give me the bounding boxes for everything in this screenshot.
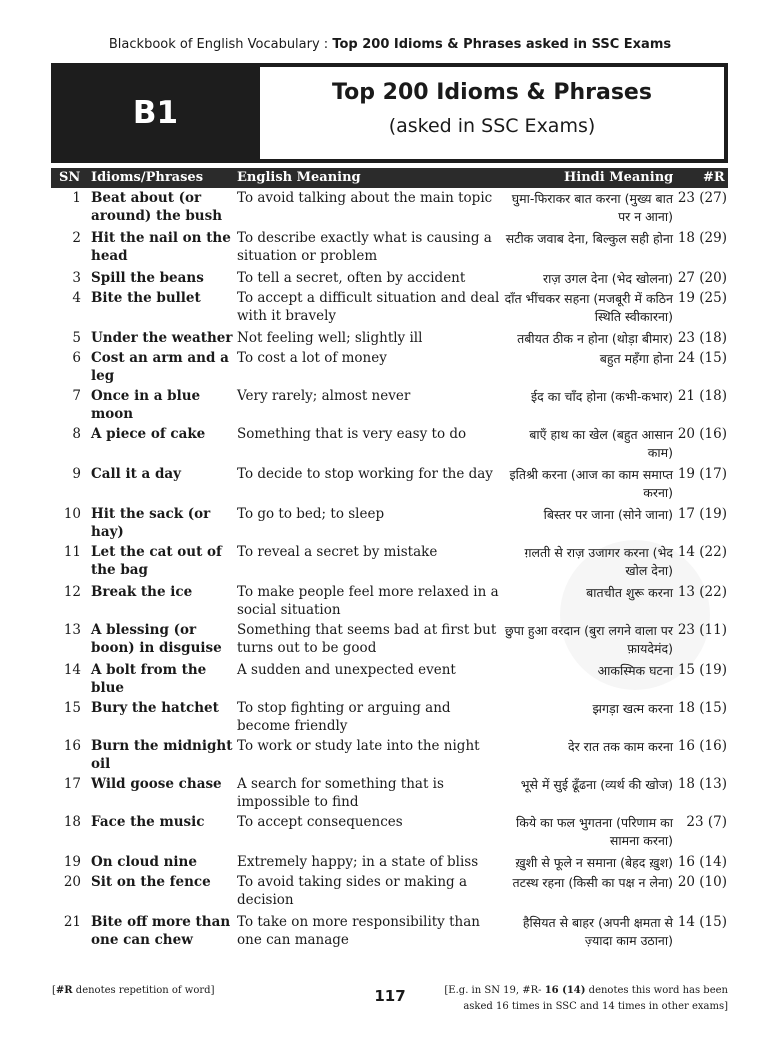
row-english: To work or study late into the night: [237, 738, 480, 754]
table-row: [51, 622, 728, 662]
row-hindi: आकस्मिक घटना: [597, 663, 673, 678]
chapter-subtitle: (asked in SSC Exams): [388, 115, 596, 137]
row-hindi: छुपा हुआ वरदान (बुरा लगने वाला पर फ़ायदेमंद): [504, 623, 673, 656]
table-row: [51, 874, 728, 914]
table-row: [51, 914, 728, 954]
row-rep: 19 (25): [677, 290, 727, 306]
row-idiom: A piece of cake: [91, 426, 206, 442]
row-rep: 23 (11): [677, 622, 727, 638]
row-hindi: ख़ुशी से फूले न समाना (बेहद ख़ुश): [515, 855, 673, 870]
row-idiom: Cost an arm and a leg: [91, 350, 229, 384]
row-sn: 7: [72, 388, 81, 404]
row-sn: 17: [63, 776, 81, 792]
row-rep: 20 (10): [677, 874, 727, 890]
row-hindi: इतिश्री करना (आज का काम समाप्त करना): [509, 467, 673, 500]
row-rep: 13 (22): [677, 584, 727, 600]
row-hindi: घुमा-फिराकर बात करना (मुख्य बात पर न आना): [511, 191, 673, 224]
row-hindi: दाँत भींचकर सहना (मजबूरी में कठिन स्थिति स्वीकारना): [504, 291, 673, 324]
row-idiom: Spill the beans: [91, 270, 204, 286]
table-row: [51, 814, 728, 854]
row-rep: 27 (20): [677, 270, 727, 286]
row-sn: 3: [72, 270, 81, 286]
row-rep: 24 (15): [677, 350, 727, 366]
row-english: A sudden and unexpected event: [237, 662, 456, 678]
row-rep: 14 (15): [677, 914, 727, 930]
row-rep: 23 (7): [686, 814, 727, 830]
row-idiom: Hit the nail on the head: [91, 230, 231, 264]
row-idiom: Once in a blue moon: [91, 388, 201, 422]
row-sn: 2: [72, 230, 81, 246]
table-row: [51, 738, 728, 776]
row-sn: 5: [72, 330, 81, 346]
row-rep: 17 (19): [677, 506, 727, 522]
row-english: A search for something that is impossible to find: [237, 776, 444, 810]
row-rep: 20 (16): [677, 426, 727, 442]
row-english: To go to bed; to sleep: [237, 506, 385, 522]
col-rep: #R: [703, 170, 725, 185]
row-idiom: Bite the bullet: [91, 290, 201, 306]
row-rep: 15 (19): [677, 662, 727, 678]
table-row: [51, 544, 728, 584]
row-english: Extremely happy; in a state of bliss: [237, 854, 479, 870]
row-sn: 11: [63, 544, 81, 560]
chapter-title-box: [260, 67, 724, 159]
row-idiom: Call it a day: [91, 466, 181, 482]
row-english: To avoid talking about the main topic: [237, 190, 493, 206]
row-rep: 23 (18): [677, 330, 727, 346]
row-rep: 18 (13): [677, 776, 727, 792]
row-english: To take on more responsibility than one can manage: [237, 914, 480, 948]
row-hindi: बहुत महँगा होना: [599, 351, 673, 366]
table-row: [51, 776, 728, 814]
row-english: To cost a lot of money: [237, 350, 387, 366]
row-hindi: ईद का चाँद होना (कभी-कभार): [531, 389, 673, 404]
col-idiom: Idioms/Phrases: [91, 170, 204, 185]
row-sn: 4: [72, 290, 81, 306]
row-english: To avoid taking sides or making a decision: [237, 874, 468, 908]
running-header-prefix: Blackbook of English Vocabulary :: [108, 37, 333, 52]
table-row: [51, 230, 728, 270]
row-idiom: Sit on the fence: [91, 874, 211, 890]
table-row: [51, 190, 728, 230]
table-row: [51, 426, 728, 466]
row-hindi: राज़ उगल देना (भेद खोलना): [543, 271, 673, 286]
row-rep: 16 (14): [677, 854, 727, 870]
row-sn: 10: [63, 506, 81, 522]
row-idiom: Wild goose chase: [91, 776, 222, 792]
row-hindi: झगड़ा खत्म करना: [592, 701, 673, 716]
footer-note-left: [#R denotes repetition of word]: [52, 985, 215, 996]
table-row: [51, 466, 728, 506]
row-english: To accept consequences: [237, 814, 403, 830]
row-rep: 21 (18): [677, 388, 727, 404]
row-sn: 13: [63, 622, 81, 638]
row-sn: 12: [63, 584, 81, 600]
table-row: [51, 290, 728, 330]
chapter-title: Top 200 Idioms & Phrases: [332, 80, 652, 105]
col-english: English Meaning: [237, 170, 361, 185]
row-sn: 16: [63, 738, 81, 754]
table-row: [51, 270, 728, 290]
row-english: Something that seems bad at first but turns out to be good: [237, 622, 497, 656]
running-header: [0, 37, 780, 52]
row-rep: 19 (17): [677, 466, 727, 482]
row-sn: 15: [63, 700, 81, 716]
row-rep: 23 (27): [677, 190, 727, 206]
row-idiom: On cloud nine: [91, 854, 197, 870]
row-idiom: Burn the midnight oil: [91, 738, 233, 772]
chapter-banner: [51, 63, 728, 163]
row-english: To decide to stop working for the day: [237, 466, 493, 482]
table-row: [51, 854, 728, 874]
table-row: [51, 330, 728, 350]
row-rep: 18 (29): [677, 230, 727, 246]
row-english: To tell a secret, often by accident: [237, 270, 466, 286]
idiom-table: [51, 190, 728, 954]
row-hindi: बातचीत शुरू करना: [586, 585, 673, 600]
row-idiom: Break the ice: [91, 584, 193, 600]
row-hindi: सटीक जवाब देना, बिल्कुल सही होना: [505, 231, 673, 246]
row-hindi: तटस्थ रहना (किसी का पक्ष न लेना): [512, 875, 673, 890]
row-sn: 14: [63, 662, 81, 678]
row-idiom: Under the weather: [91, 330, 233, 346]
row-sn: 18: [63, 814, 81, 830]
row-hindi: ग़लती से राज़ उजागर करना (भेद खोल देना): [524, 545, 673, 578]
row-hindi: तबीयत ठीक न होना (थोड़ा बीमार): [517, 331, 673, 346]
col-sn: SN: [59, 170, 81, 185]
row-sn: 21: [63, 914, 81, 930]
row-english: Something that is very easy to do: [237, 426, 467, 442]
row-hindi: भूसे में सुई ढूँढना (व्यर्थ की खोज): [520, 777, 673, 792]
table-row: [51, 662, 728, 700]
row-rep: 14 (22): [677, 544, 727, 560]
row-idiom: A blessing (or boon) in disguise: [91, 622, 222, 656]
row-sn: 20: [63, 874, 81, 890]
row-hindi: बाएँ हाथ का खेल (बहुत आसान काम): [529, 427, 673, 460]
row-hindi: किये का फल भुगतना (परिणाम का सामना करना): [516, 815, 673, 848]
row-idiom: Face the music: [91, 814, 205, 830]
row-idiom: Bury the hatchet: [91, 700, 219, 716]
row-sn: 9: [72, 466, 81, 482]
running-header-title: Top 200 Idioms & Phrases asked in SSC Exams: [332, 37, 672, 52]
table-header: [51, 168, 728, 188]
row-hindi: बिस्तर पर जाना (सोने जाना): [543, 507, 673, 522]
footer-note-right: [E.g. in SN 19, #R- 16 (14) denotes this word has been asked 16 times in SSC and 14 times in other exams]: [444, 985, 728, 1012]
row-sn: 19: [63, 854, 81, 870]
row-rep: 16 (16): [677, 738, 727, 754]
row-idiom: Beat about (or around) the bush: [91, 190, 223, 224]
table-row: [51, 700, 728, 738]
table-row: [51, 388, 728, 426]
page-number: 117: [374, 987, 406, 1005]
row-rep: 18 (15): [677, 700, 727, 716]
row-idiom: A bolt from the blue: [91, 662, 207, 696]
chapter-code: B1: [132, 95, 179, 131]
col-hindi: Hindi Meaning: [564, 170, 674, 185]
row-sn: 1: [72, 190, 81, 206]
row-english: Not feeling well; slightly ill: [237, 330, 423, 346]
table-row: [51, 506, 728, 544]
row-hindi: देर रात तक काम करना: [567, 739, 673, 754]
row-sn: 8: [72, 426, 81, 442]
row-english: To make people feel more relaxed in a social situation: [237, 584, 499, 618]
row-english: To describe exactly what is causing a situation or problem: [237, 230, 492, 264]
row-idiom: Bite off more than one can chew: [91, 914, 231, 948]
row-english: To stop fighting or arguing and become friendly: [237, 700, 451, 734]
row-idiom: Hit the sack (or hay): [91, 506, 211, 540]
table-row: [51, 584, 728, 622]
row-english: Very rarely; almost never: [237, 388, 411, 404]
row-idiom: Let the cat out of the bag: [91, 544, 222, 578]
row-sn: 6: [72, 350, 81, 366]
row-hindi: हैसियत से बाहर (अपनी क्षमता से ज़्यादा काम उठाना): [522, 915, 673, 948]
row-english: To reveal a secret by mistake: [237, 544, 438, 560]
row-english: To accept a difficult situation and deal with it bravely: [237, 290, 500, 324]
table-row: [51, 350, 728, 388]
